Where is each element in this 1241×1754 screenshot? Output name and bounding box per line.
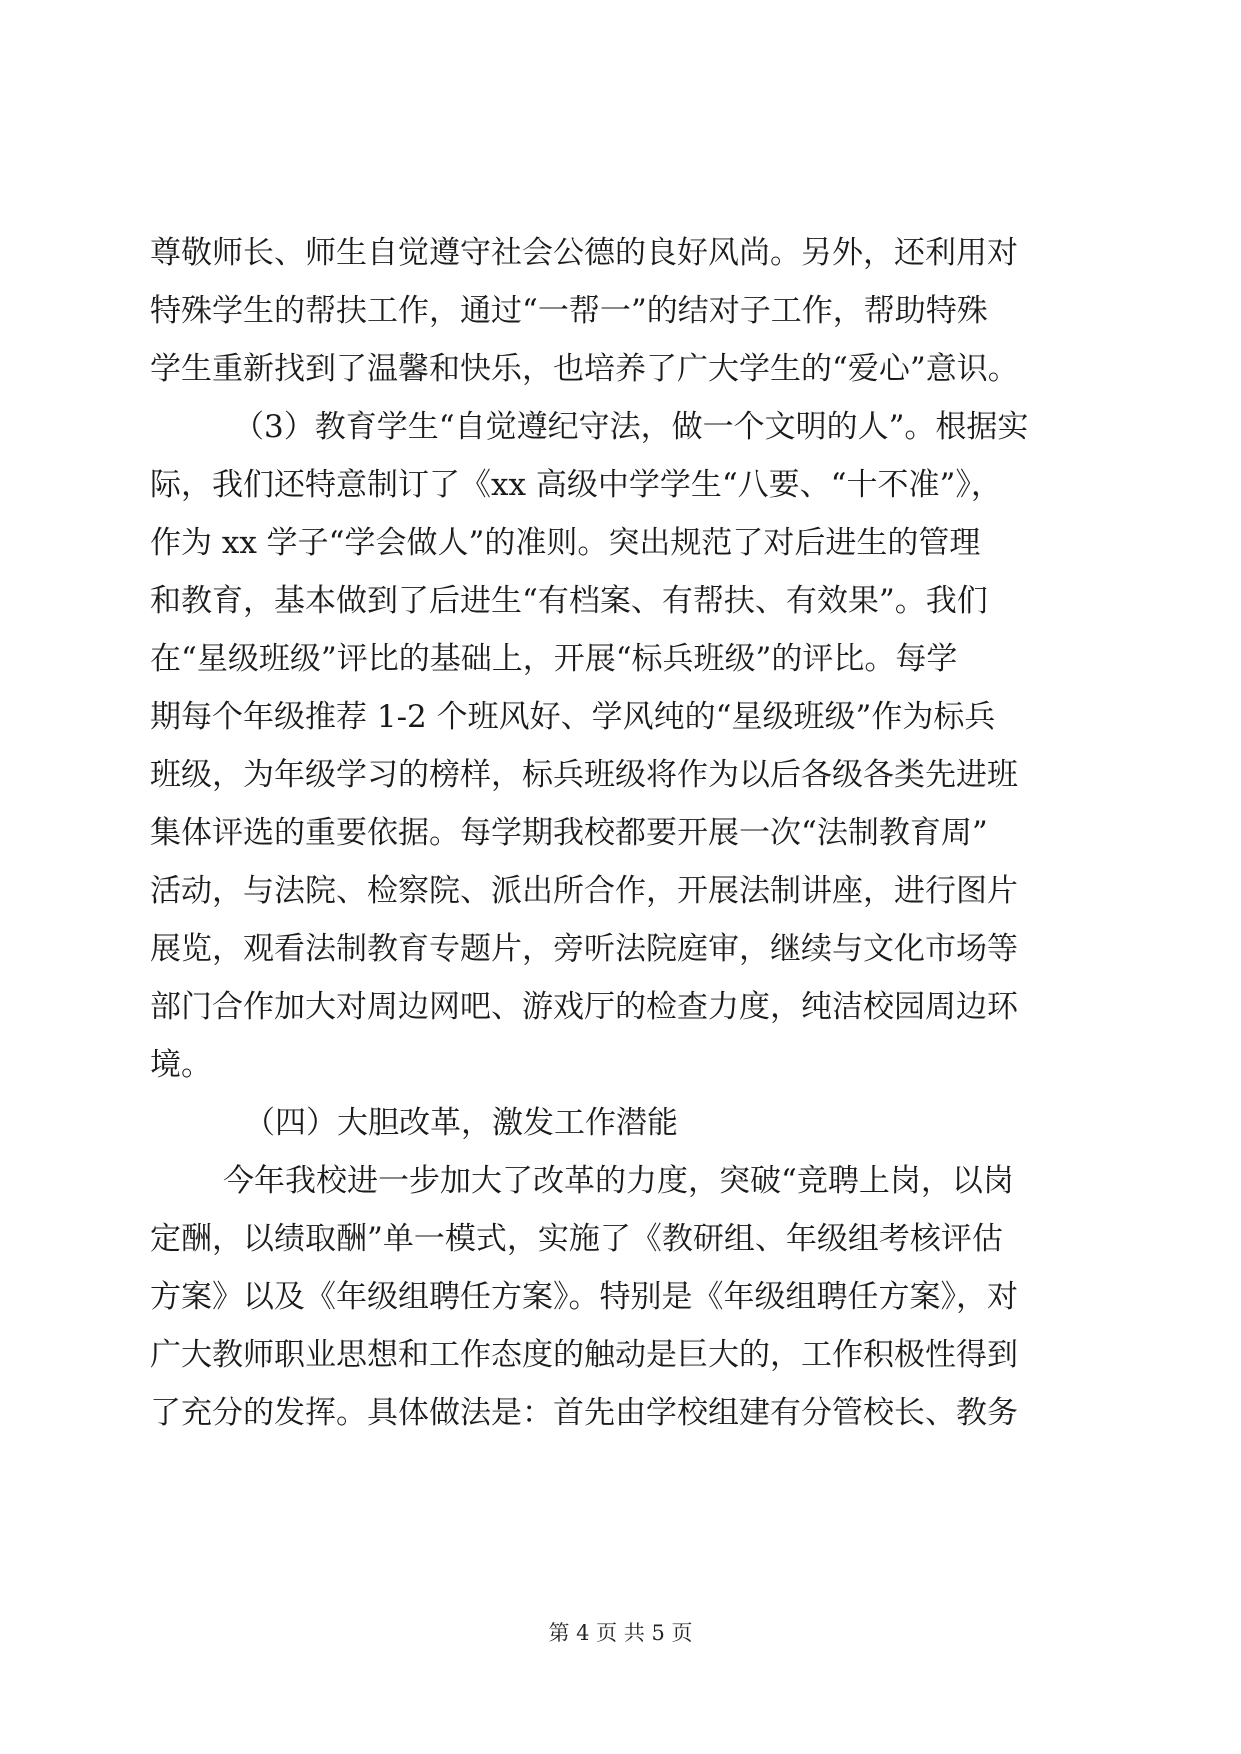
text-line: 境。 [150,1047,212,1083]
text-line: 班级，为年级学习的榜样，标兵班级将作为以后各级各类先进班 [150,757,1018,793]
text-line: 作为 xx 学子“学会做人”的准则。突出规范了对后进生的管理 [150,525,981,561]
text-line: 特殊学生的帮扶工作，通过“一帮一”的结对子工作，帮助特殊 [150,293,988,329]
text-line: 际，我们还特意制订了《xx 高级中学学生“八要、“十不准”》， [150,467,1002,503]
text-line: 尊敬师长、师生自觉遵守社会公德的良好风尚。另外，还利用对 [150,235,1018,271]
text-line: 活动，与法院、检察院、派出所合作，开展法制讲座，进行图片 [150,873,1018,909]
text-line: 集体评选的重要依据。每学期我校都要开展一次“法制教育周” [150,815,988,851]
text-line: 广大教师职业思想和工作态度的触动是巨大的，工作积极性得到 [150,1337,1018,1373]
body-text [150,224,1095,1442]
text-line: 了充分的发挥。具体做法是：首先由学校组建有分管校长、教务 [150,1395,1018,1431]
text-line: 定酬，以绩取酬”单一模式，实施了《教研组、年级组考核评估 [150,1221,1003,1257]
text-line: 在“星级班级”评比的基础上，开展“标兵班级”的评比。每学 [150,641,958,677]
text-line: （3）教育学生“自觉遵纪守法，做一个文明的人”。根据实 [233,409,1029,445]
text-line: 学生重新找到了温馨和快乐，也培养了广大学生的“爱心”意识。 [150,351,1019,387]
text-line: 和教育，基本做到了后进生“有档案、有帮扶、有效果”。我们 [150,583,988,619]
text-line: 部门合作加大对周边网吧、游戏厅的检查力度，纯洁校园周边环 [150,989,1018,1025]
section-heading: （四）大胆改革，激发工作潜能 [244,1105,678,1141]
text-line: 展览，观看法制教育专题片，旁听法院庭审，继续与文化市场等 [150,931,1018,967]
text-line: 今年我校进一步加大了改革的力度，突破“竞聘上岗，以岗 [223,1163,1014,1199]
page-number-footer: 第 4 页 共 5 页 [548,1621,693,1645]
text-line: 方案》以及《年级组聘任方案》。特别是《年级组聘任方案》，对 [150,1279,1018,1315]
text-line: 期每个年级推荐 1-2 个班风好、学风纯的“星级班级”作为标兵 [150,699,996,735]
